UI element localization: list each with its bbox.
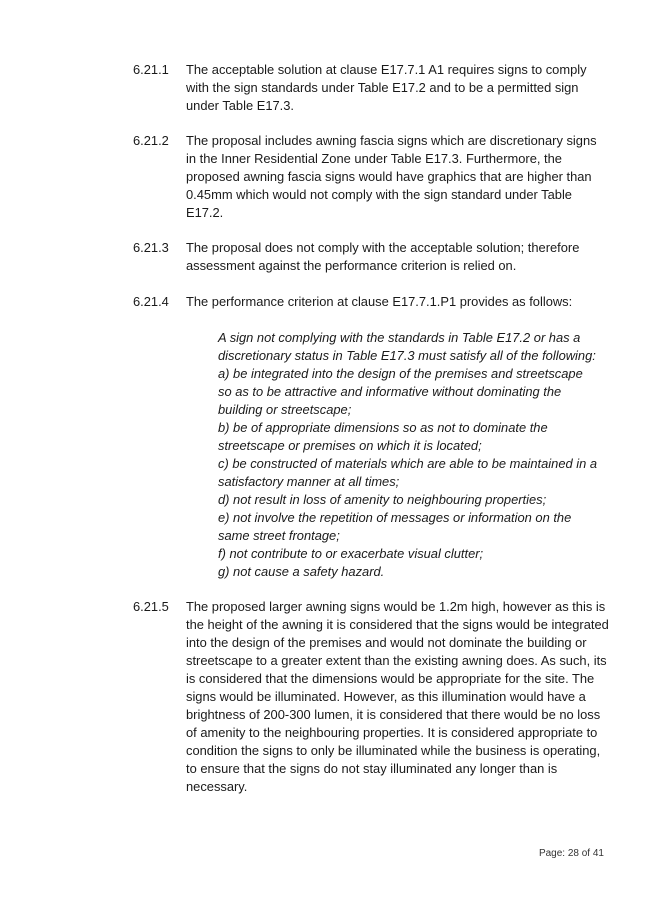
text-line: The proposal does not comply with the acceptable solution; therefore <box>186 240 580 255</box>
paragraph-number: 6.21.5 <box>133 599 169 614</box>
paragraph-number: 6.21.4 <box>133 294 169 309</box>
text-line: The proposed larger awning signs would be 1.2m high, however as this is <box>186 599 606 614</box>
quote-line: discretionary status in Table E17.3 must satisfy all of the following: <box>218 348 596 363</box>
paragraph-number: 6.21.3 <box>133 240 169 255</box>
quote-line: a) be integrated into the design of the premises and streetscape <box>218 366 583 381</box>
text-line: The proposal includes awning fascia signs which are discretionary signs <box>186 133 597 148</box>
text-line: into the design of the premises and would not dominate the building or <box>186 635 587 650</box>
text-line: The acceptable solution at clause E17.7.1 A1 requires signs to comply <box>186 62 587 77</box>
text-line: assessment against the performance criterion is relied on. <box>186 258 517 273</box>
quote-line: streetscape or premises on which it is located; <box>218 438 482 453</box>
quote-line: g) not cause a safety hazard. <box>218 564 385 579</box>
text-line: The performance criterion at clause E17.7.1.P1 provides as follows: <box>186 294 573 309</box>
quote-line: e) not involve the repetition of messages or information on the <box>218 510 572 525</box>
paragraph-number: 6.21.1 <box>133 62 169 77</box>
text-line: necessary. <box>186 779 248 794</box>
text-line: the height of the awning it is considered that the signs would be integrated <box>186 617 609 632</box>
text-line: under Table E17.3. <box>186 98 294 113</box>
page-number-footer: Page: 28 of 41 <box>538 848 604 859</box>
text-line: to ensure that the signs do not stay illuminated any longer than is <box>186 761 558 776</box>
quote-line: f) not contribute to or exacerbate visual clutter; <box>218 546 484 561</box>
quote-line: same street frontage; <box>218 528 340 543</box>
text-line: condition the signs to only be illuminated while the business is operating, <box>186 743 601 758</box>
quote-line: satisfactory manner at all times; <box>218 474 400 489</box>
quote-line: A sign not complying with the standards in Table E17.2 or has a <box>218 330 581 345</box>
text-line: E17.2. <box>186 205 224 220</box>
text-line: in the Inner Residential Zone under Table E17.3. Furthermore, the <box>186 151 562 166</box>
text-line: signs would be illuminated. However, as this illumination would have a <box>186 689 586 704</box>
paragraph-text <box>186 239 618 275</box>
paragraph-text <box>186 61 618 115</box>
quote-line: c) be constructed of materials which are able to be maintained in a <box>218 456 598 471</box>
paragraph-number: 6.21.2 <box>133 133 169 148</box>
performance-criterion-quote <box>218 329 618 581</box>
paragraph-text <box>186 293 618 311</box>
paragraph-text <box>186 598 618 796</box>
text-line: brightness of 200-300 lumen, it is considered that there would be no loss <box>186 707 601 722</box>
quote-line: d) not result in loss of amenity to neighbouring properties; <box>218 492 547 507</box>
paragraph-text <box>186 132 618 222</box>
quote-line: b) be of appropriate dimensions so as not to dominate the <box>218 420 548 435</box>
text-line: proposed awning fascia signs would have graphics that are higher than <box>186 169 592 184</box>
quote-line: building or streetscape; <box>218 402 352 417</box>
quote-line: so as to be attractive and informative without dominating the <box>218 384 562 399</box>
text-line: streetscape to a greater extent than the existing awning does. As such, its <box>186 653 607 668</box>
text-line: is considered that the dimensions would be appropriate for the site. The <box>186 671 595 686</box>
text-line: of amenity to the neighbouring properties. It is considered appropriate to <box>186 725 598 740</box>
text-line: 0.45mm which would not comply with the sign standard under Table <box>186 187 572 202</box>
text-line: with the sign standards under Table E17.2 and to be a permitted sign <box>186 80 579 95</box>
